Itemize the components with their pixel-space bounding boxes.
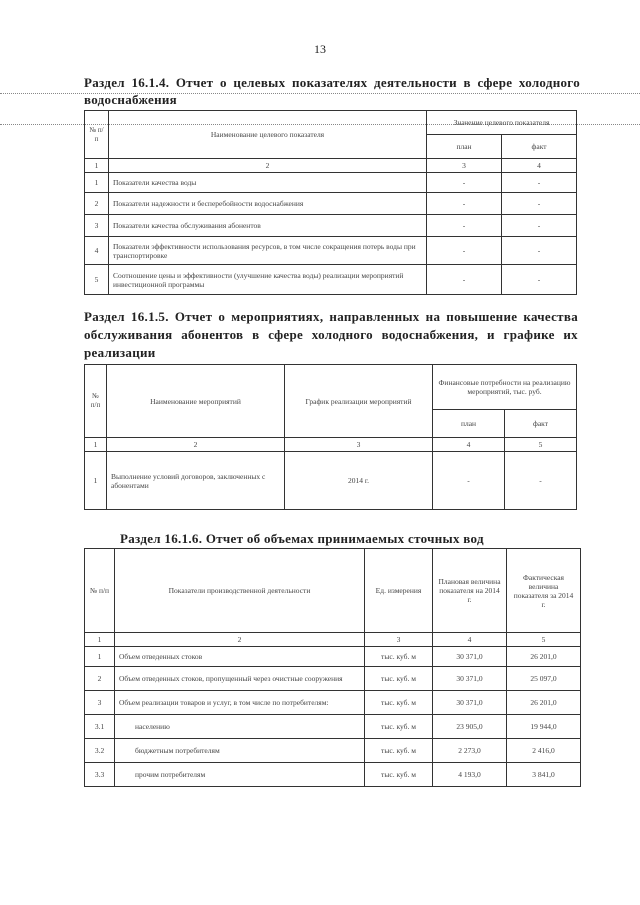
col-number: 4 bbox=[433, 438, 505, 452]
row-fact: 19 944,0 bbox=[507, 715, 581, 739]
header-plan: план bbox=[433, 410, 505, 438]
section-16-1-5-title: Раздел 16.1.5. Отчет о мероприятиях, направленных на повышение качества обслуживания абонентов в сфере холодного водоснабжения, и графике их реализации bbox=[84, 309, 578, 360]
row-plan: - bbox=[427, 237, 502, 265]
row-num: 4 bbox=[85, 237, 109, 265]
row-unit: тыс. куб. м bbox=[365, 667, 433, 691]
row-plan: 30 371,0 bbox=[433, 691, 507, 715]
table-row bbox=[85, 452, 577, 510]
row-plan: - bbox=[427, 265, 502, 295]
row-name: Объем отведенных стоков, пропущенный через очистные сооружения bbox=[115, 667, 365, 691]
row-plan: 30 371,0 bbox=[433, 647, 507, 667]
row-name: Объем реализации товаров и услуг, в том числе по потребителям: bbox=[115, 691, 365, 715]
table-row bbox=[85, 715, 581, 739]
col-number: 3 bbox=[285, 438, 433, 452]
col-number: 5 bbox=[507, 633, 581, 647]
header-name: Наименование целевого показателя bbox=[109, 111, 427, 159]
table-row bbox=[85, 647, 581, 667]
row-unit: тыс. куб. м bbox=[365, 647, 433, 667]
row-name: Показатели надежности и бесперебойности водоснабжения bbox=[109, 193, 427, 215]
row-plan: 23 905,0 bbox=[433, 715, 507, 739]
header-schedule: График реализации мероприятий bbox=[285, 365, 433, 438]
row-name: прочим потребителям bbox=[115, 763, 365, 787]
row-fact: 26 201,0 bbox=[507, 691, 581, 715]
row-num: 2 bbox=[85, 667, 115, 691]
row-unit: тыс. куб. м bbox=[365, 763, 433, 787]
row-fact: 26 201,0 bbox=[507, 647, 581, 667]
table-row bbox=[85, 193, 577, 215]
row-plan: - bbox=[427, 215, 502, 237]
header-plan: Плановая величина показателя на 2014 г. bbox=[433, 549, 507, 633]
table-row bbox=[85, 739, 581, 763]
table-row bbox=[85, 237, 577, 265]
col-number: 1 bbox=[85, 159, 109, 173]
row-plan: 30 371,0 bbox=[433, 667, 507, 691]
table-row bbox=[85, 691, 581, 715]
header-finance: Финансовые потребности на реализацию мероприятий, тыс. руб. bbox=[433, 365, 577, 410]
col-number: 2 bbox=[107, 438, 285, 452]
row-plan: - bbox=[427, 173, 502, 193]
row-fact: - bbox=[502, 237, 577, 265]
row-fact: 2 416,0 bbox=[507, 739, 581, 763]
col-number: 1 bbox=[85, 633, 115, 647]
col-number: 4 bbox=[433, 633, 507, 647]
row-fact: - bbox=[502, 215, 577, 237]
table-row bbox=[85, 173, 577, 193]
row-num: 2 bbox=[85, 193, 109, 215]
table-row bbox=[85, 215, 577, 237]
row-fact: 25 097,0 bbox=[507, 667, 581, 691]
col-number: 3 bbox=[365, 633, 433, 647]
row-schedule: 2014 г. bbox=[285, 452, 433, 510]
col-number: 3 bbox=[427, 159, 502, 173]
header-num: № п/п bbox=[85, 111, 109, 159]
header-plan: план bbox=[427, 135, 502, 159]
row-num: 3.3 bbox=[85, 763, 115, 787]
row-unit: тыс. куб. м bbox=[365, 715, 433, 739]
row-unit: тыс. куб. м bbox=[365, 739, 433, 763]
row-fact: - bbox=[502, 265, 577, 295]
row-name: Выполнение условий договоров, заключенных с абонентами bbox=[107, 452, 285, 510]
col-number: 2 bbox=[115, 633, 365, 647]
row-name: населению bbox=[115, 715, 365, 739]
row-num: 3.1 bbox=[85, 715, 115, 739]
col-number: 4 bbox=[502, 159, 577, 173]
wastewater-table bbox=[84, 548, 581, 787]
row-fact: - bbox=[505, 452, 577, 510]
row-num: 1 bbox=[85, 173, 109, 193]
header-fact: Фактическая величина показателя за 2014 г. bbox=[507, 549, 581, 633]
table-row bbox=[85, 763, 581, 787]
col-number: 2 bbox=[109, 159, 427, 173]
row-num: 3 bbox=[85, 215, 109, 237]
row-name: Показатели качества воды bbox=[109, 173, 427, 193]
col-number: 5 bbox=[505, 438, 577, 452]
header-value: Значение целевого показателя bbox=[427, 111, 577, 135]
table-row bbox=[85, 265, 577, 295]
row-num: 5 bbox=[85, 265, 109, 295]
row-num: 1 bbox=[85, 452, 107, 510]
row-num: 1 bbox=[85, 647, 115, 667]
row-name: Показатели эффективности использования ресурсов, в том числе сокращения потерь воды при транспортировке bbox=[109, 237, 427, 265]
row-plan: 4 193,0 bbox=[433, 763, 507, 787]
row-name: Показатели качества обслуживания абонентов bbox=[109, 215, 427, 237]
header-name: Наименование мероприятий bbox=[107, 365, 285, 438]
header-unit: Ед. измерения bbox=[365, 549, 433, 633]
row-name: Объем отведенных стоков bbox=[115, 647, 365, 667]
col-number: 1 bbox=[85, 438, 107, 452]
row-plan: - bbox=[427, 193, 502, 215]
row-num: 3.2 bbox=[85, 739, 115, 763]
targets-table bbox=[84, 110, 577, 295]
header-num: № п/п bbox=[85, 365, 107, 438]
header-fact: факт bbox=[505, 410, 577, 438]
section-16-1-4-title: Раздел 16.1.4. Отчет о целевых показателях деятельности в сфере холодного водоснабжения bbox=[84, 75, 580, 107]
row-num: 3 bbox=[85, 691, 115, 715]
page-number: 13 bbox=[314, 42, 326, 56]
row-plan: 2 273,0 bbox=[433, 739, 507, 763]
row-unit: тыс. куб. м bbox=[365, 691, 433, 715]
row-fact: 3 841,0 bbox=[507, 763, 581, 787]
measures-table bbox=[84, 364, 577, 510]
row-fact: - bbox=[502, 173, 577, 193]
row-plan: - bbox=[433, 452, 505, 510]
row-name: бюджетным потребителям bbox=[115, 739, 365, 763]
row-name: Соотношение цены и эффективности (улучшение качества воды) реализации мероприятий инвестиционной программы bbox=[109, 265, 427, 295]
header-name: Показатели производственной деятельности bbox=[115, 549, 365, 633]
row-fact: - bbox=[502, 193, 577, 215]
header-num: № п/п bbox=[85, 549, 115, 633]
section-16-1-6-title: Раздел 16.1.6. Отчет об объемах принимаемых сточных вод bbox=[120, 531, 484, 546]
table-row bbox=[85, 667, 581, 691]
header-fact: факт bbox=[502, 135, 577, 159]
